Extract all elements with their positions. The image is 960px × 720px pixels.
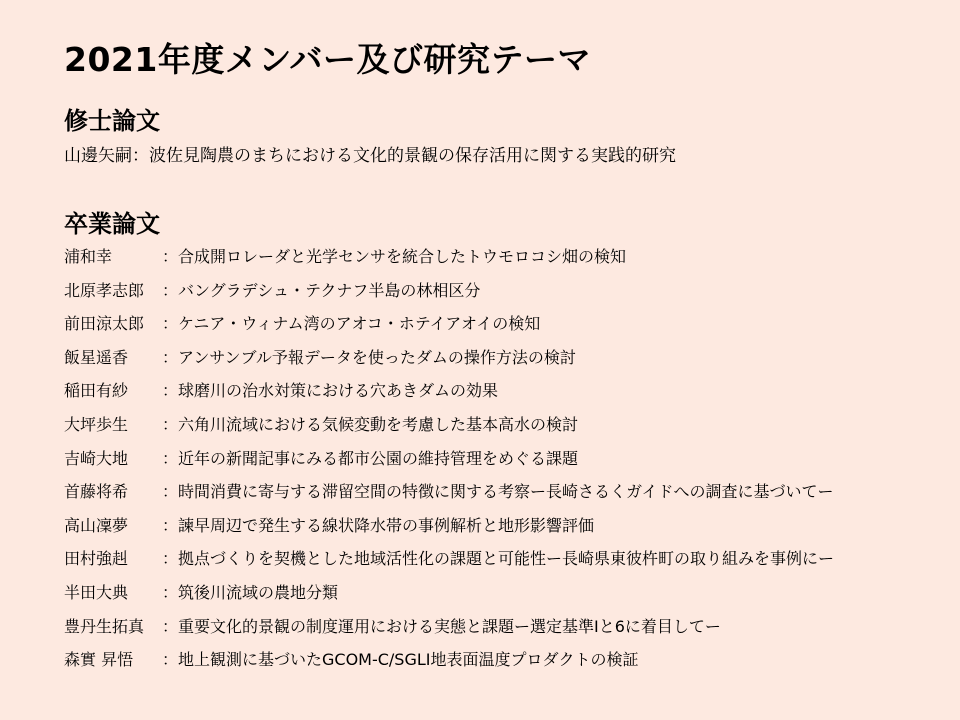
thesis-topic: バングラデシュ・テクナフ半島の林相区分 xyxy=(178,280,481,300)
separator: ： xyxy=(132,146,149,166)
thesis-row xyxy=(64,580,944,614)
thesis-row xyxy=(64,378,944,412)
bachelor-thesis-list xyxy=(64,244,944,681)
separator: ： xyxy=(162,381,179,401)
thesis-row xyxy=(64,244,944,278)
separator: ： xyxy=(162,314,179,334)
thesis-row xyxy=(64,446,944,480)
thesis-topic: ケニア・ウィナム湾のアオコ・ホテイアオイの検知 xyxy=(178,314,541,334)
separator: ： xyxy=(162,448,179,468)
student-name: 山邊矢嗣 xyxy=(64,146,132,166)
thesis-row xyxy=(64,311,944,345)
master-thesis-heading: 修士論文 xyxy=(64,107,160,135)
thesis-row xyxy=(64,479,944,513)
thesis-row xyxy=(64,278,944,312)
student-name: 前田涼太郎 xyxy=(64,314,145,334)
thesis-row xyxy=(64,546,944,580)
separator: ： xyxy=(162,650,179,670)
separator: ： xyxy=(162,347,179,367)
student-name: 浦和幸 xyxy=(64,247,113,266)
bachelor-thesis-heading: 卒業論文 xyxy=(64,210,160,238)
student-name: 北原孝志郎 xyxy=(64,280,145,300)
thesis-topic: 球磨川の治水対策における穴あきダムの効果 xyxy=(178,381,499,401)
thesis-topic: 合成開ロレーダと光学センサを統合したトウモロコシ畑の検知 xyxy=(178,247,627,266)
thesis-row xyxy=(64,412,944,446)
student-name: 稲田有紗 xyxy=(64,381,129,401)
master-thesis-entry xyxy=(64,141,676,166)
separator: ： xyxy=(162,515,179,535)
page-title: 2021年度メンバー及び研究テーマ xyxy=(64,40,592,79)
separator: ： xyxy=(162,247,179,266)
thesis-topic: 諫早周辺で発生する線状降水帯の事例解析と地形影響評価 xyxy=(178,515,595,535)
student-name: 首藤将希 xyxy=(64,482,129,502)
thesis-topic: 重要文化的景観の制度運用における実態と課題ー選定基準Ⅰと6に着目してー xyxy=(178,616,721,636)
student-name: 吉崎大地 xyxy=(64,448,129,468)
thesis-topic: 波佐見陶農のまちにおける文化的景観の保存活用に関する実践的研究 xyxy=(149,146,676,166)
thesis-topic: 拠点づくりを契機とした地域活性化の課題と可能性ー長崎県東彼杵町の取り組みを事例にー xyxy=(178,549,835,569)
thesis-topic: 六角川流域における気候変動を考慮した基本高水の検討 xyxy=(178,414,579,434)
thesis-topic: 地上観測に基づいたGCOM-C/SGLI地表面温度プロダクトの検証 xyxy=(178,650,639,670)
student-name: 半田大典 xyxy=(64,582,129,602)
student-name: 飯星遥香 xyxy=(64,347,129,367)
thesis-row xyxy=(64,614,944,648)
separator: ： xyxy=(162,616,179,636)
separator: ： xyxy=(162,482,179,502)
thesis-row xyxy=(64,513,944,547)
separator: ： xyxy=(162,549,179,569)
student-name: 田村強赳 xyxy=(64,549,129,569)
student-name: 豊丹生拓真 xyxy=(64,616,145,636)
separator: ： xyxy=(162,582,179,602)
thesis-row xyxy=(64,647,944,681)
thesis-row xyxy=(64,345,944,379)
student-name: 高山凜夢 xyxy=(64,515,129,535)
separator: ： xyxy=(162,414,179,434)
thesis-topic: 筑後川流域の農地分類 xyxy=(178,582,339,602)
student-name: 大坪歩生 xyxy=(64,414,129,434)
thesis-topic: 近年の新聞記事にみる都市公園の維持管理をめぐる課題 xyxy=(178,448,579,468)
thesis-topic: アンサンブル予報データを使ったダムの操作方法の検討 xyxy=(178,347,576,367)
thesis-topic: 時間消費に寄与する滞留空間の特徴に関する考察ー長崎さるくガイドへの調査に基づいてー xyxy=(178,482,834,502)
student-name: 森實 昇悟 xyxy=(64,650,134,670)
separator: ： xyxy=(162,280,179,300)
